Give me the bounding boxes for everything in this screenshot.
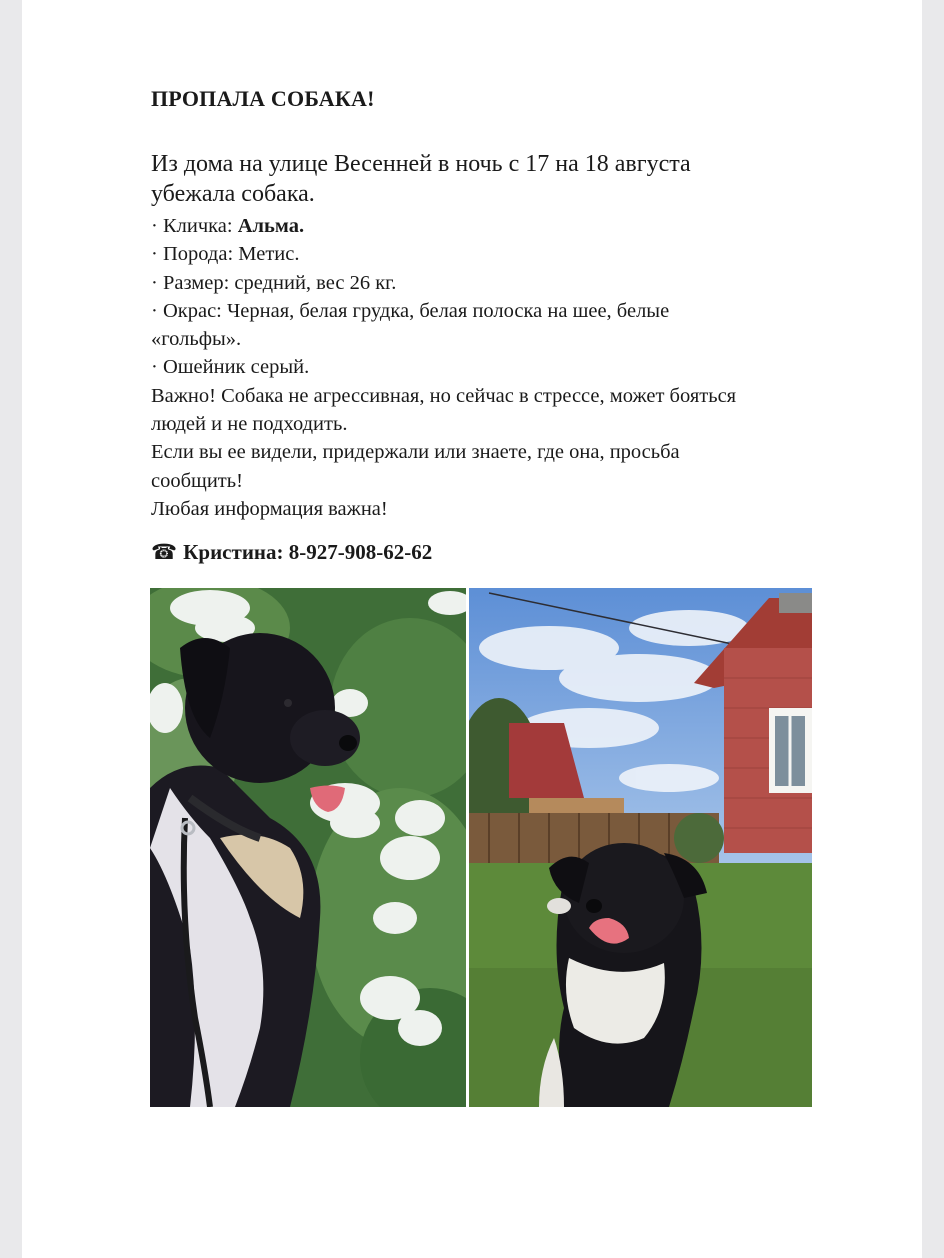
poster-title: ПРОПАЛА СОБАКА! xyxy=(151,86,375,111)
detail-name xyxy=(151,212,851,240)
intro-line-1: Из дома на улице Весенней в ночь с 17 на 18 августа xyxy=(151,151,691,177)
phone-icon: ☎ xyxy=(151,540,178,564)
detail-name-label: · Кличка: xyxy=(151,215,238,237)
detail-collar: · Ошейник серый. xyxy=(151,356,310,379)
important-line-2: людей и не подходить. xyxy=(151,413,348,436)
important-line-1: Важно! Собака не агрессивная, но сейчас в стрессе, может бояться xyxy=(151,384,737,407)
dog-details xyxy=(151,212,851,523)
request-line-2: сообщить! xyxy=(151,469,243,492)
contact-text[interactable]: Кристина: 8-927-908-62-62 xyxy=(183,540,433,564)
contact-line[interactable] xyxy=(151,540,432,565)
dog-photo-bush xyxy=(150,588,466,1107)
detail-color-2: «гольфы». xyxy=(151,328,242,351)
poster-page xyxy=(22,0,922,1258)
request-line-1: Если вы ее видели, придержали или знаете, где она, просьба xyxy=(151,441,680,464)
detail-color-1: · Окрас: Черная, белая грудка, белая полоска на шее, белые xyxy=(151,299,670,322)
dog-photo-lawn xyxy=(469,588,812,1107)
photo-collage xyxy=(150,588,812,1107)
detail-size: · Размер: средний, вес 26 кг. xyxy=(151,271,397,294)
detail-breed: · Порода: Метис. xyxy=(151,243,300,266)
dog-name: Альма. xyxy=(237,215,305,237)
intro-line-2: убежала собака. xyxy=(151,181,315,207)
intro-text xyxy=(151,149,851,209)
closing-line: Любая информация важна! xyxy=(151,497,388,520)
